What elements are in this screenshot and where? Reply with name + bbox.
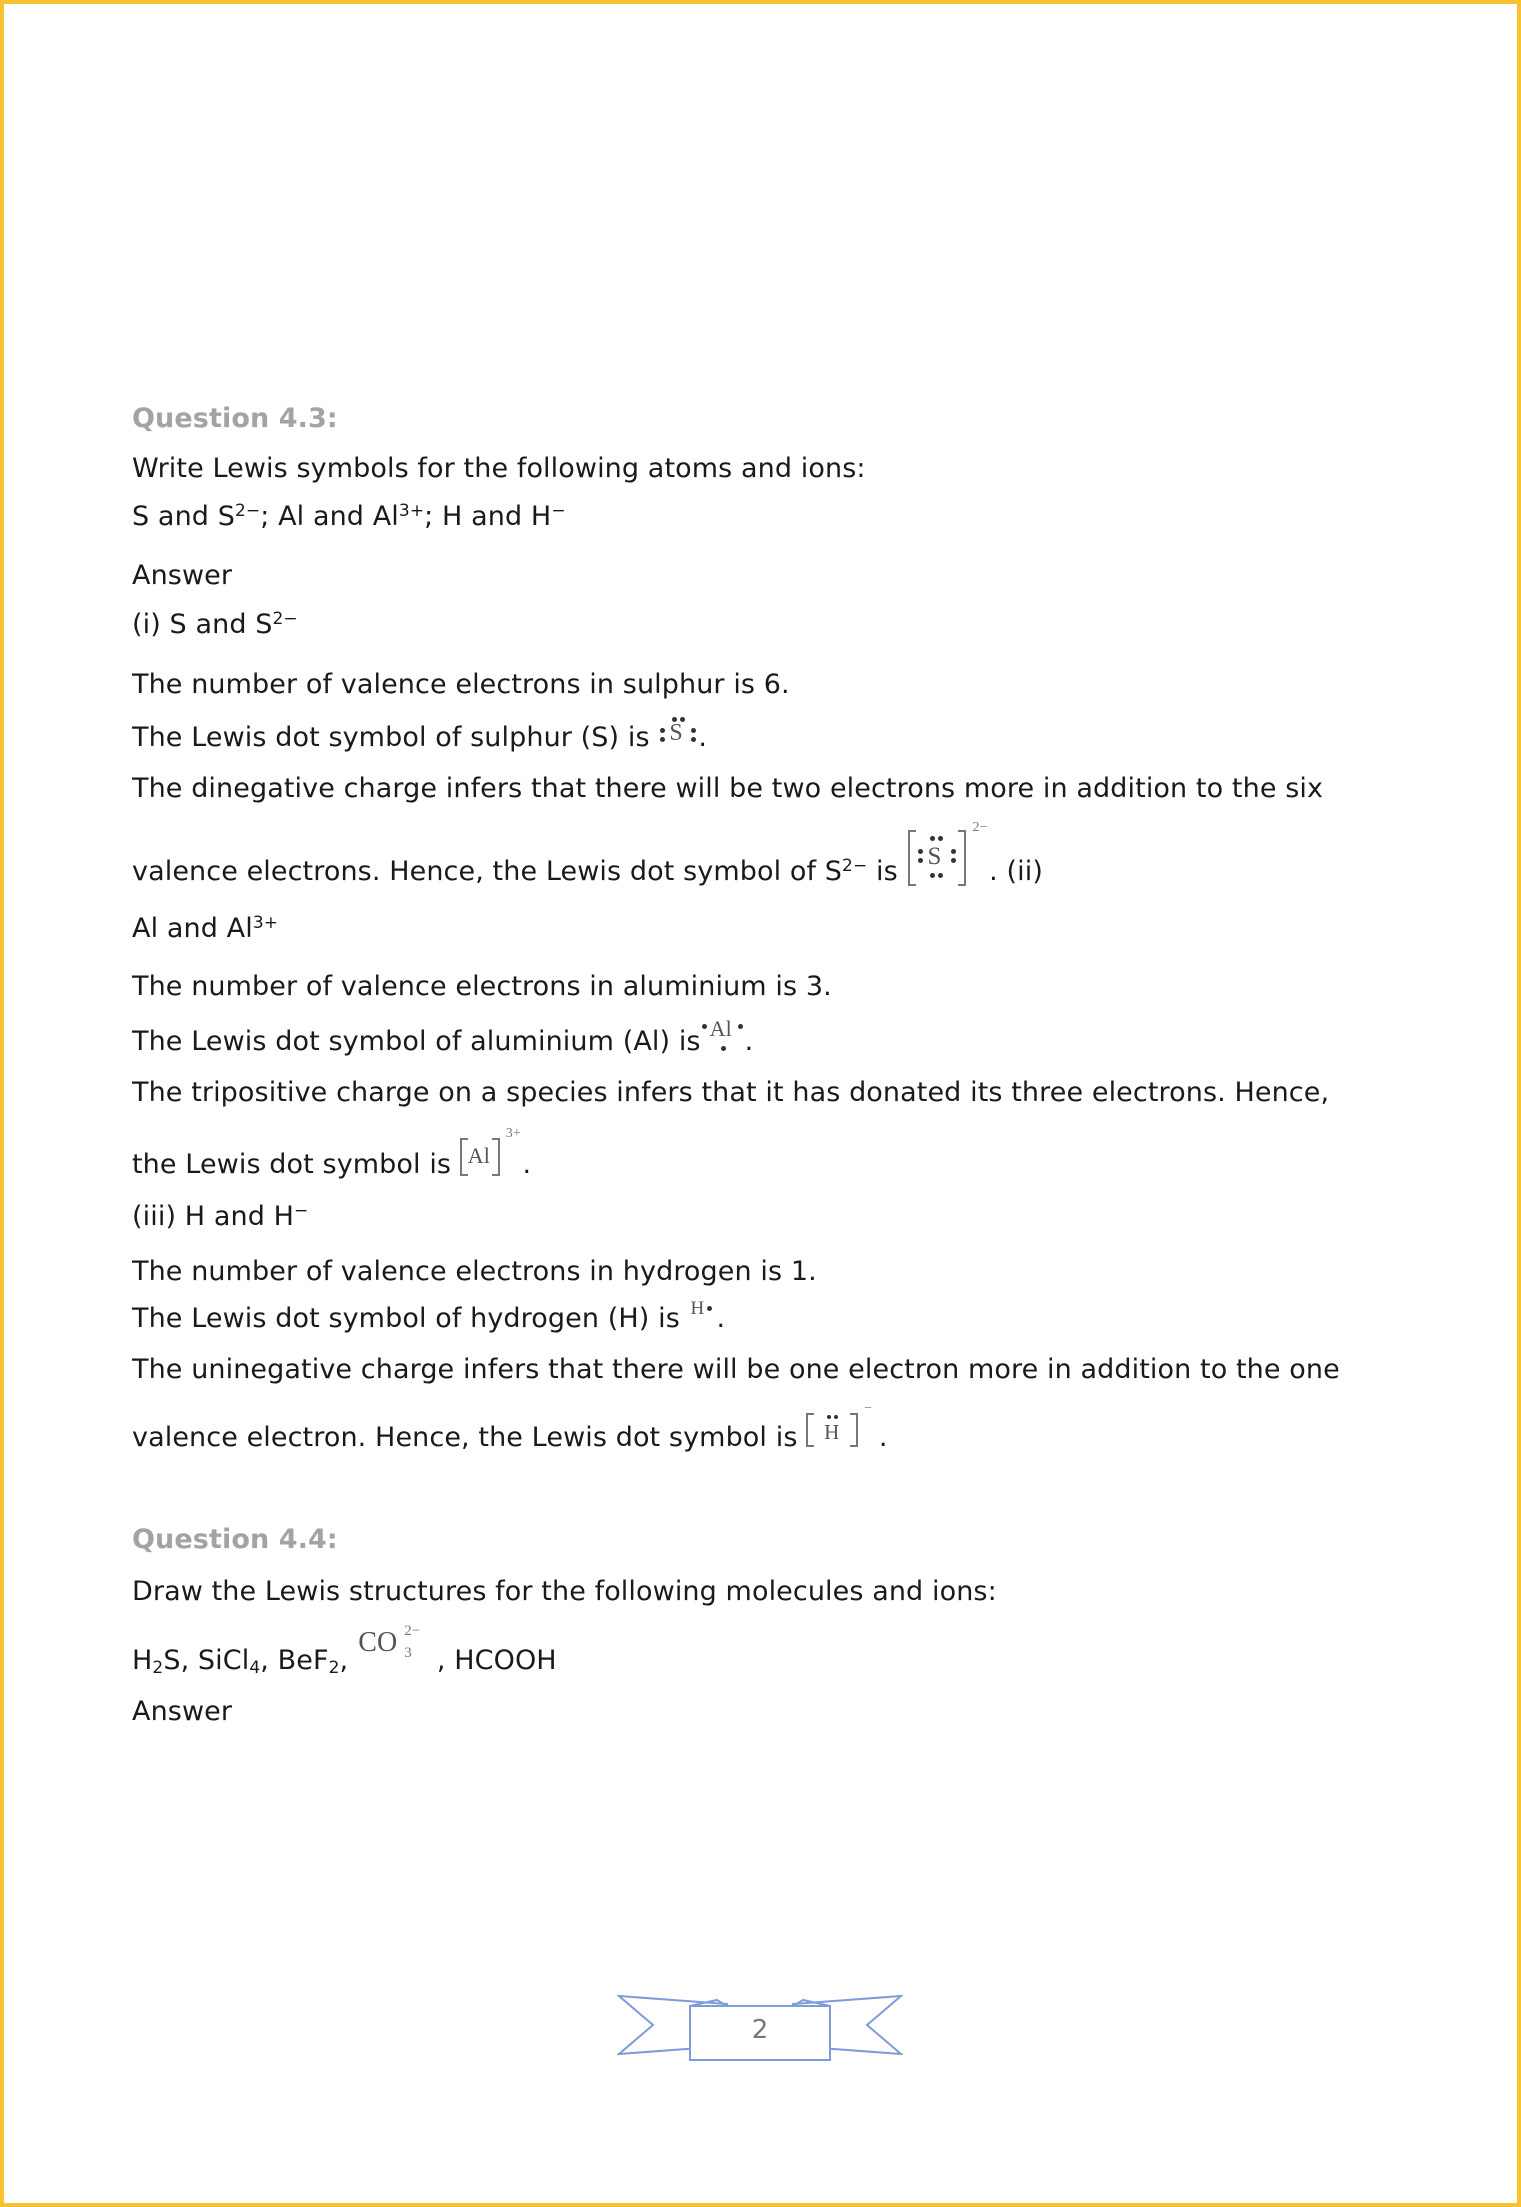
sulphide-symbol-text: S bbox=[927, 842, 942, 870]
aluminium-hence-suffix: . bbox=[513, 1149, 532, 1180]
species-h: ; H and H bbox=[424, 501, 552, 532]
hydride-charge: − bbox=[864, 1400, 873, 1416]
hydrogen-lewis-prefix: The Lewis dot symbol of hydrogen (H) is bbox=[132, 1303, 689, 1334]
page-number: 2 bbox=[751, 2015, 769, 2045]
h2s-h: H bbox=[132, 1645, 153, 1676]
part-iii-title-charge: − bbox=[294, 1201, 309, 1221]
hydrogen-lewis-line bbox=[132, 1297, 726, 1334]
h2s-sub: 2 bbox=[152, 1658, 164, 1678]
aluminium-ion-symbol bbox=[460, 1125, 521, 1176]
sicl-sub: 4 bbox=[249, 1658, 261, 1678]
sulphur-lewis-suffix: . bbox=[698, 722, 707, 753]
bef: , BeF bbox=[260, 1645, 329, 1676]
h2s-s-sicl: S, SiCl bbox=[163, 1645, 250, 1676]
species-s-charge: 2− bbox=[234, 501, 261, 521]
hydrogen-lewis-symbol bbox=[689, 1298, 717, 1328]
species-al: ; Al and Al bbox=[260, 501, 399, 532]
aluminium-lewis-suffix: . bbox=[744, 1026, 754, 1057]
hydride-symbol-text: H bbox=[824, 1419, 840, 1444]
aluminium-symbol-text: Al bbox=[709, 1015, 732, 1041]
answer-label: Answer bbox=[132, 560, 233, 591]
sulphur-valence: The number of valence electrons in sulphur is 6. bbox=[132, 669, 790, 700]
aluminium-lewis-symbol bbox=[701, 1015, 745, 1054]
species-al-charge: 3+ bbox=[398, 501, 425, 521]
sulphur-symbol-text: S bbox=[669, 719, 683, 746]
sulphide-hence-suffix: . (ii) bbox=[980, 856, 1043, 887]
sulphide-hence-charge: 2− bbox=[842, 856, 868, 876]
carbonate-sub: 3 bbox=[404, 1644, 412, 1661]
answer-label: Answer bbox=[132, 1696, 233, 1727]
part-iii-title-text: (iii) H and H bbox=[132, 1201, 295, 1232]
species-h-charge: − bbox=[551, 501, 566, 521]
dinegative-text: The dinegative charge infers that there will be two electrons more in addition to the six bbox=[132, 773, 1324, 804]
hydrogen-valence: The number of valence electrons in hydrogen is 1. bbox=[132, 1256, 817, 1287]
part-ii-title-text: Al and Al bbox=[132, 913, 253, 944]
part-iii-title bbox=[132, 1201, 308, 1232]
hydrogen-lewis-suffix: . bbox=[716, 1303, 726, 1334]
species-s: S and S bbox=[132, 501, 235, 532]
part-ii-title bbox=[132, 913, 278, 944]
aluminium-ion-text: Al bbox=[467, 1142, 490, 1168]
hydride-lewis-line bbox=[132, 1400, 888, 1453]
question-heading: Question 4.4: bbox=[132, 1524, 338, 1555]
part-i-title-charge: 2− bbox=[272, 609, 298, 629]
tripositive-text: The tripositive charge on a species infers that it has donated its three electrons. Hence, bbox=[132, 1077, 1330, 1108]
aluminium-ion-line bbox=[132, 1125, 532, 1180]
carbonate-sup: 2− bbox=[404, 1622, 421, 1639]
carbonate-base: CO bbox=[358, 1626, 398, 1658]
sulphide-hence-is: is bbox=[867, 856, 907, 887]
sulphide-lewis-symbol bbox=[908, 819, 988, 886]
question-heading: Question 4.3: bbox=[132, 403, 338, 434]
part-i-title-text: (i) S and S bbox=[132, 609, 273, 640]
part-ii-title-charge: 3+ bbox=[252, 913, 279, 933]
sulphide-charge: 2− bbox=[972, 819, 988, 835]
bef-sub: 2 bbox=[328, 1658, 340, 1678]
carbonate-formula bbox=[348, 1622, 428, 1669]
hydride-hence-suffix: . bbox=[870, 1422, 888, 1453]
hydrogen-symbol-text: H bbox=[690, 1297, 705, 1319]
aluminium-lewis-prefix: The Lewis dot symbol of aluminium (Al) is bbox=[132, 1026, 701, 1057]
part-i-title bbox=[132, 609, 298, 640]
aluminium-lewis-line bbox=[132, 1015, 754, 1057]
sulphide-hence-prefix: valence electrons. Hence, the Lewis dot symbol of S bbox=[132, 856, 843, 887]
hydride-lewis-symbol bbox=[806, 1400, 873, 1447]
uninegative-text: The uninegative charge infers that there will be one electron more in addition to the one bbox=[132, 1354, 1340, 1385]
question-prompt: Draw the Lewis structures for the following molecules and ions: bbox=[132, 1576, 997, 1607]
sulphur-lewis-line bbox=[132, 719, 707, 753]
hcooh: , HCOOH bbox=[428, 1645, 557, 1676]
comma: , bbox=[339, 1645, 349, 1676]
species-line bbox=[132, 501, 566, 532]
aluminium-valence: The number of valence electrons in aluminium is 3. bbox=[132, 971, 832, 1002]
aluminium-hence-prefix: the Lewis dot symbol is bbox=[132, 1149, 460, 1180]
question-prompt: Write Lewis symbols for the following atoms and ions: bbox=[132, 453, 866, 484]
sulphur-lewis-prefix: The Lewis dot symbol of sulphur (S) is bbox=[132, 722, 659, 753]
hydride-hence-prefix: valence electron. Hence, the Lewis dot symbol is bbox=[132, 1422, 807, 1453]
molecules-line bbox=[132, 1622, 557, 1678]
aluminium-ion-charge: 3+ bbox=[505, 1125, 521, 1141]
sulphide-lewis-line bbox=[132, 819, 1043, 887]
sulphur-lewis-symbol bbox=[658, 714, 698, 750]
